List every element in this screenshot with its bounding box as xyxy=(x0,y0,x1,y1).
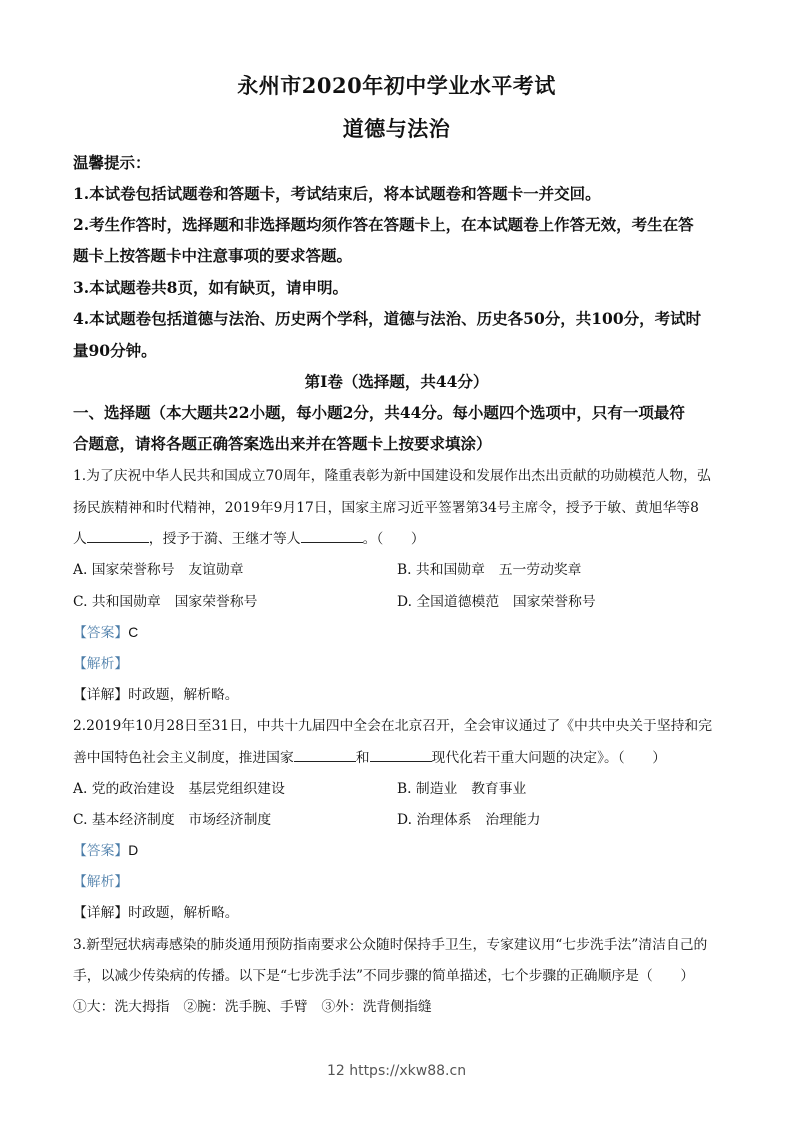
question-2-text-c: 现代化若干重大问题的决定》。（ ） xyxy=(431,750,667,766)
answer-blank xyxy=(370,749,432,762)
subject-title: 道德与法治 xyxy=(342,116,451,141)
question-1-analysis-label: 【解析】 xyxy=(73,656,129,672)
question-1-text-a: 人 xyxy=(73,531,87,547)
answer-blank xyxy=(301,530,363,543)
question-2-analysis-label: 【解析】 xyxy=(73,874,129,890)
section-instructions-2: 合题意，请将各题正确答案选出来并在答题卡上按要求填涂） xyxy=(73,434,492,453)
question-1-text-c: 。（ ） xyxy=(362,531,425,547)
page-footer: 12 https://xkw88.cn xyxy=(326,1063,467,1079)
notice-item-1: 1.本试卷包括试题卷和答题卡，考试结束后，将本试题卷和答题卡一并交回。 xyxy=(73,184,601,203)
question-3-line-1: 3.新型冠状病毒感染的肺炎通用预防指南要求公众随时保持手卫生，专家建议用“七步洗手法”清洁自己的 xyxy=(73,937,708,953)
question-2-option-b: B. 制造业 教育事业 xyxy=(397,781,527,797)
question-2-answer xyxy=(73,839,723,859)
question-2-line-1: 2.2019年10月28日至31日，中共十九届四中全会在北京召开，全会审议通过了《中共中央关于坚持和完 xyxy=(73,718,713,734)
question-1-detail: 【详解】时政题，解析略。 xyxy=(73,687,239,703)
question-2-text-b: 和 xyxy=(355,750,370,766)
question-2-option-c: C. 基本经济制度 市场经济制度 xyxy=(73,812,272,828)
question-2-option-a: A. 党的政治建设 基层党组织建设 xyxy=(73,781,285,797)
question-1-line-3 xyxy=(73,527,723,547)
notice-item-3: 3.本试题卷共8页，如有缺页，请申明。 xyxy=(73,278,348,297)
question-1-line-1: 1.为了庆祝中华人民共和国成立70周年，隆重表彰为新中国建设和发展作出杰出贡献的功勋模范人物，弘 xyxy=(73,468,711,484)
question-3-line-2: 手，以减少传染病的传播。以下是“七步洗手法”不同步骤的简单描述，七个步骤的正确顺序是（ ） xyxy=(73,968,695,984)
answer-value: D xyxy=(128,843,139,858)
question-1-option-c: C. 共和国勋章 国家荣誉称号 xyxy=(73,594,258,610)
question-2-detail: 【详解】时政题，解析略。 xyxy=(73,905,239,921)
question-2-text-a: 善中国特色社会主义制度，推进国家 xyxy=(73,750,294,766)
question-2-line-2 xyxy=(73,746,723,766)
exam-title: 永州市2020年初中学业水平考试 xyxy=(237,73,556,98)
answer-blank xyxy=(294,749,356,762)
notice-item-2-cont: 题卡上按答题卡中注意事项的要求答题。 xyxy=(73,246,353,265)
answer-label: 【答案】 xyxy=(73,625,129,641)
question-3-steps: ①大：洗大拇指 ②腕：洗手腕、手臂 ③外：洗背侧指缝 xyxy=(73,999,432,1015)
question-1-line-2: 扬民族精神和时代精神，2019年9月17日，国家主席习近平签署第34号主席令，授予于敏、黄旭华等8 xyxy=(73,500,699,516)
answer-blank xyxy=(87,530,149,543)
question-1-answer xyxy=(73,621,723,641)
volume-title: 第Ⅰ卷（选择题，共44分） xyxy=(304,372,489,391)
question-1-option-d: D. 全国道德模范 国家荣誉称号 xyxy=(397,594,596,610)
question-1-option-a: A. 国家荣誉称号 友谊勋章 xyxy=(73,562,244,578)
question-1-text-b: ，授予于漪、王继才等人 xyxy=(148,531,301,547)
question-2-option-d: D. 治理体系 治理能力 xyxy=(397,812,541,828)
question-1-option-b: B. 共和国勋章 五一劳动奖章 xyxy=(397,562,582,578)
notice-item-4: 4.本试题卷包括道德与法治、历史两个学科，道德与法治、历史各50分，共100分，考试时 xyxy=(73,309,702,328)
notice-heading: 温馨提示： xyxy=(73,153,151,172)
notice-item-4-cont: 量90分钟。 xyxy=(73,341,157,360)
answer-label: 【答案】 xyxy=(73,843,129,859)
notice-item-2: 2.考生作答时，选择题和非选择题均须作答在答题卡上，在本试题卷上作答无效，考生在答 xyxy=(73,215,694,234)
section-instructions-1: 一、选择题（本大题共22小题，每小题2分，共44分。每小题四个选项中，只有一项最符 xyxy=(73,403,685,422)
answer-value: C xyxy=(128,625,139,640)
